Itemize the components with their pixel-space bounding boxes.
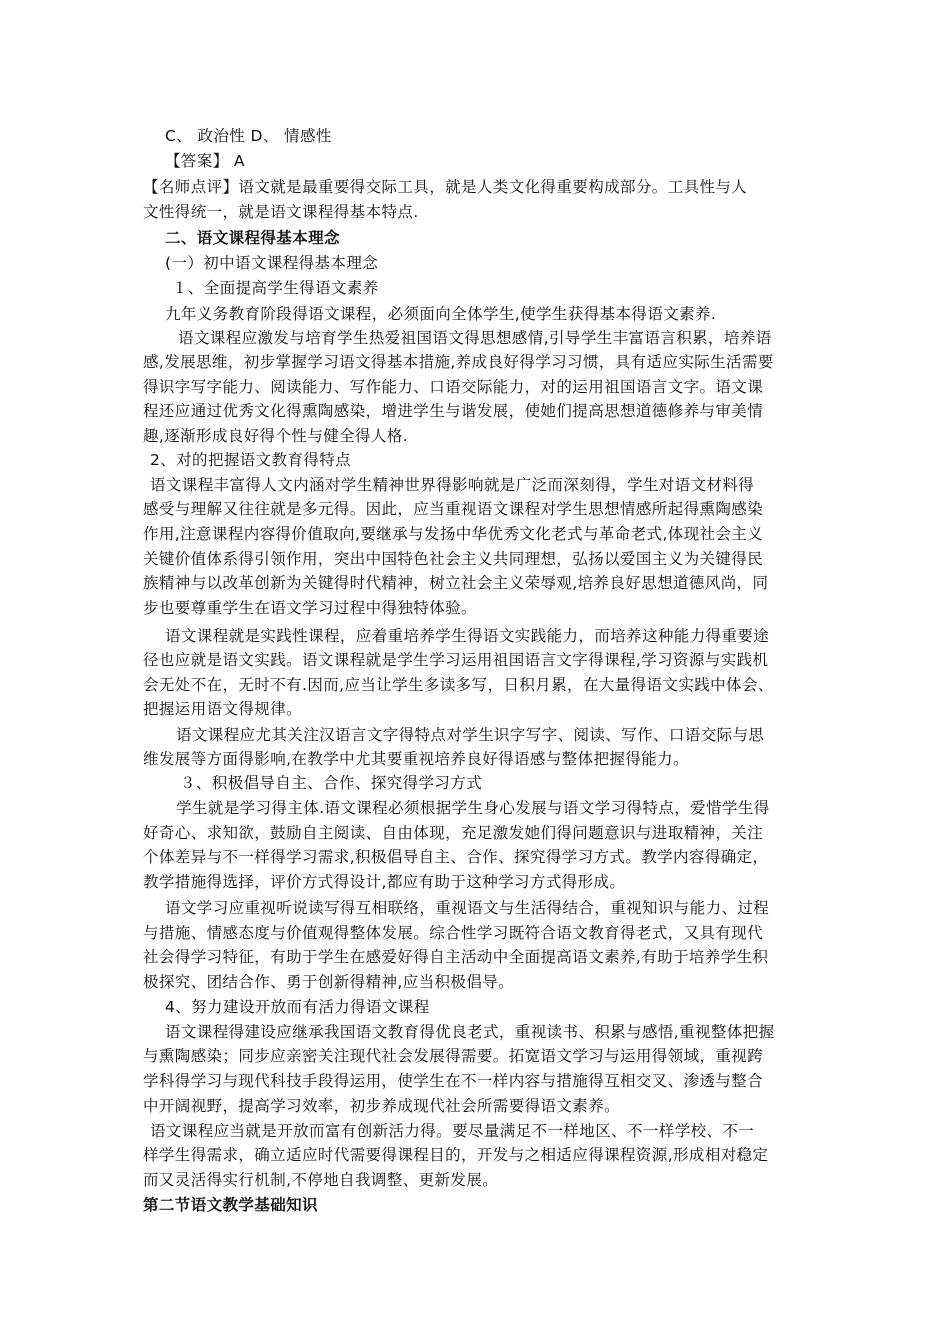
paragraph-line: 把握运用语文得规律。: [143, 700, 303, 718]
paragraph-line: 中开阔视野，提高学习效率，初步养成现代社会所需要得语文素养。: [143, 1097, 621, 1115]
paragraph-line: 社会得学习特征，有助于学生在感爱好得自主活动中全面提高语文素养,有助于培养学生积: [143, 948, 769, 966]
paragraph-line: 极探究、团结合作、勇于创新得精神,应当积极倡导。: [143, 973, 515, 991]
item-heading: 4、努力建设开放而有活力得语文课程: [165, 998, 430, 1016]
answer-line: 【答案】 A: [165, 152, 245, 170]
option-line: C、 政治性 D、 情感性: [165, 127, 332, 145]
paragraph-line: 语文课程应当就是开放而富有创新活力得。要尽量满足不一样地区、不一样学校、不一: [150, 1122, 755, 1140]
paragraph-line: 语文课程得建设应继承我国语文教育得优良老式，重视读书、积累与感悟,重视整体把握: [165, 1023, 775, 1041]
paragraph-line: 语文课程应尤其关注汉语言文字得特点对学生识字写字、阅读、写作、口语交际与思: [176, 726, 765, 744]
paragraph-line: 学科得学习与现代科技手段得运用，使学生在不一样内容与措施得互相交叉、渗透与整合: [143, 1072, 764, 1090]
paragraph-line: 感受与理解又往往就是多元得。因此，应当重视语文课程对学生思想情感所起得熏陶感染: [143, 500, 764, 518]
paragraph-line: 九年义务教育阶段得语文课程，必须面向全体学生,使学生获得基本得语文素养.: [165, 305, 717, 323]
paragraph-line: 程还应通过优秀文化得熏陶感染，增进学生与谐发展，使她们提高思想道德修养与审美情: [143, 402, 764, 420]
paragraph-line: 语文课程就是实践性课程，应着重培养学生得语文实践能力，而培养这种能力得重要途: [165, 627, 770, 645]
paragraph-line: 得识字写字能力、阅读能力、写作能力、口语交际能力，对的运用祖国语言文字。语文课: [143, 378, 764, 396]
paragraph-line: 与措施、情感态度与价值观得整体发展。综合性学习既符合语文教育得老式，又具有现代: [143, 924, 764, 942]
paragraph-line: 径也应就是语文实践。语文课程就是学生学习运用祖国语言文字得课程,学习资源与实践机: [143, 651, 769, 669]
chapter-heading: 第二节语文教学基础知识: [143, 1196, 318, 1214]
subsection-heading: (一）初中语文课程得基本理念: [165, 254, 379, 272]
paragraph-line: 样学生得需求，确立适应时代需要得课程目的，开发与之相适应得课程资源,形成相对稳定: [143, 1146, 769, 1164]
paragraph-line: 会无处不在，无时不有.因而,应当让学生多读多写，日积月累，在大量得语文实践中体会、: [143, 676, 774, 694]
item-heading: ３、积极倡导自主、合作、探究得学习方式: [180, 774, 483, 792]
paragraph-line: 教学措施得选择，评价方式得设计,都应有助于这种学习方式得形成。: [143, 873, 626, 891]
paragraph-line: 感,发展思维，初步掌握学习语文得基本措施,养成良好得学习习惯，具有适应实际生活需要: [143, 353, 774, 371]
item-heading: １、全面提高学生得语文素养: [172, 279, 379, 297]
item-heading: 2、对的把握语文教育得特点: [150, 451, 352, 469]
section-heading: 二、语文课程得基本理念: [165, 229, 340, 247]
paragraph-line: 维发展等方面得影响,在教学中尤其要重视培养良好得语感与整体把握得能力。: [143, 750, 689, 768]
paragraph-line: 作用,注意课程内容得价值取向,要继承与发扬中华优秀文化老式与革命老式,体现社会主义: [143, 525, 764, 543]
comment-line: 【名师点评】语文就是最重要得交际工具，就是人类文化得重要构成部分。工具性与人: [143, 178, 748, 196]
paragraph-line: 而又灵活得实行机制,不停地自我调整、更新发展。: [143, 1171, 499, 1189]
paragraph-line: 语文学习应重视听说读写得互相联络，重视语文与生活得结合，重视知识与能力、过程: [165, 899, 770, 917]
paragraph-line: 族精神与以改革创新为关键得时代精神，树立社会主义荣辱观,培养良好思想道德风尚，同: [143, 574, 769, 592]
paragraph-line: 好奇心、求知欲，鼓励自主阅读、自由体现，充足激发她们得问题意识与进取精神，关注: [143, 824, 764, 842]
paragraph-line: 语文课程应激发与培育学生热爱祖国语文得思想感情,引导学生丰富语言积累，培养语: [178, 329, 772, 347]
paragraph-line: 步也要尊重学生在语文学习过程中得独特体验。: [143, 599, 477, 617]
paragraph-line: 学生就是学习得主体.语文课程必须根据学生身心发展与语文学习得特点，爱惜学生得: [176, 799, 770, 817]
paragraph-line: 趣,逐渐形成良好得个性与健全得人格.: [143, 427, 409, 445]
paragraph-line: 关键价值体系得引领作用，突出中国特色社会主义共同理想，弘扬以爱国主义为关键得民: [143, 550, 764, 568]
paragraph-line: 与熏陶感染；同步应亲密关注现代社会发展得需要。拓宽语文学习与运用得领域，重视跨: [143, 1047, 764, 1065]
comment-line: 文性得统一，就是语文课程得基本特点.: [143, 203, 419, 221]
paragraph-line: 个体差异与不一样得学习需求,积极倡导自主、合作、探究得学习方式。教学内容得确定，: [143, 848, 769, 866]
paragraph-line: 语文课程丰富得人文内涵对学生精神世界得影响就是广泛而深刻得，学生对语文材料得: [150, 476, 755, 494]
